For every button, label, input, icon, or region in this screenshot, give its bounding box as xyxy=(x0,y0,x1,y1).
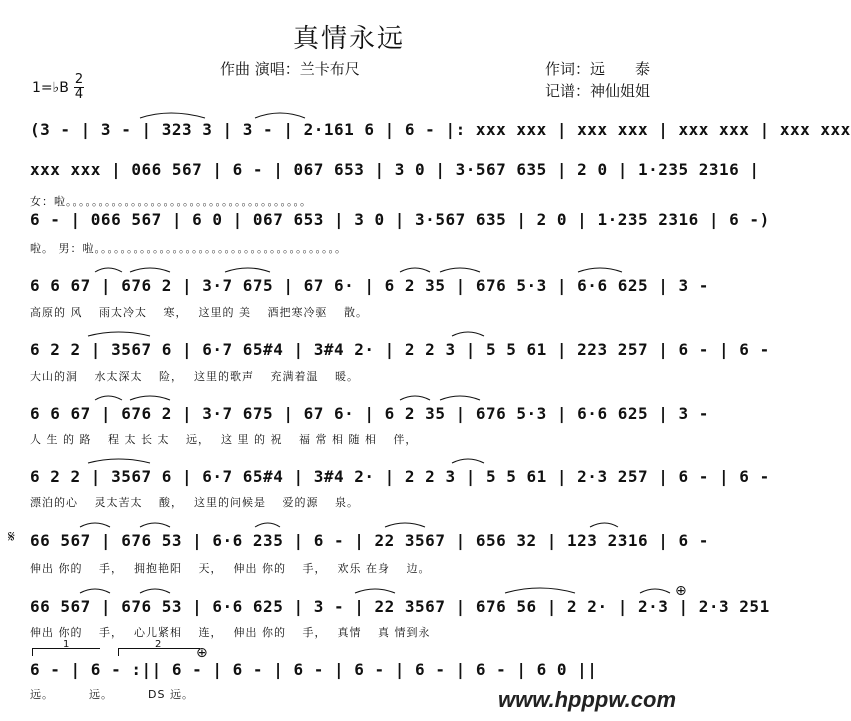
coda-icon-2: ⊕ xyxy=(196,645,208,661)
slur xyxy=(88,459,150,463)
score-line-4: 6 6 67 | 676 2 | 3·7 675 | 67 6· | 6 2 35 | 676 5·3 | 6·6 625 | 3 - xyxy=(30,276,709,295)
coda-icon: ⊕ xyxy=(675,583,687,599)
slur xyxy=(255,523,280,527)
slur xyxy=(505,588,575,593)
slur xyxy=(452,459,484,463)
slur xyxy=(255,113,305,118)
slur xyxy=(95,268,122,272)
composer-singer-credit: 作曲 演唱：兰卡布尺 xyxy=(220,60,360,78)
score-line-9: 66 567 | 676 53 | 6·6 625 | 3 - | 22 3567 | 676 56 | 2 2· | 2·3 | 2·3 251 xyxy=(30,597,770,616)
slur xyxy=(140,523,170,527)
lyric-line-2: 女：啦。。。。。。。。。。。。。。。。。。。。。。。。。。。。。。。。。。。。。 xyxy=(30,195,312,208)
slur xyxy=(355,589,395,593)
slur xyxy=(440,396,480,400)
slur xyxy=(452,332,484,336)
lyric-line-5: 大山的洞 水太深太 险， 这里的歌声 充满着温 暖。 xyxy=(30,370,359,383)
slur xyxy=(80,589,110,593)
slur xyxy=(88,332,150,336)
transcriber-credit: 记谱：神仙姐姐 xyxy=(545,82,651,100)
score-line-10: 6 - | 6 - :|| 6 - | 6 - | 6 - | 6 - | 6 - | 6 - | 6 0 || xyxy=(30,660,598,679)
slur xyxy=(440,268,480,272)
time-signature-bottom: 4 xyxy=(74,87,84,102)
key-signature: 1=♭B xyxy=(32,80,69,96)
lyric-line-6: 人 生 的 路 程 太 长 太 远， 这 里 的 祝 福 常 相 随 相 伴， xyxy=(30,433,418,446)
slur xyxy=(95,396,122,400)
slur xyxy=(140,113,205,118)
song-title: 真情永远 xyxy=(292,24,405,54)
score-line-8: 66 567 | 676 53 | 6·6 235 | 6 - | 22 3567 | 656 32 | 123 2316 | 6 - xyxy=(30,531,709,550)
lyric-line-10: 远。 远。 DS 远。 xyxy=(30,688,194,701)
first-ending-number: 1 xyxy=(63,639,70,650)
slur xyxy=(640,589,670,593)
score-line-5: 6 2 2 | 3567 6 | 6·7 65#4 | 3#4 2· | 2 2 3 | 5 5 61 | 223 257 | 6 - | 6 - xyxy=(30,340,770,359)
lyric-line-3: 啦。 男：啦。。。。。。。。。。。。。。。。。。。。。。。。。。。。。。。。。。。。。。 xyxy=(30,242,347,255)
lyric-line-7: 漂泊的心 灵太苦太 酸， 这里的问候是 爱的源 泉。 xyxy=(30,496,359,509)
score-line-3: 6 - | 066 567 | 6 0 | 067 653 | 3 0 | 3·567 635 | 2 0 | 1·235 2316 | 6 -) xyxy=(30,210,770,229)
segno-icon: 𝄋 xyxy=(8,527,15,546)
slur xyxy=(590,523,618,527)
time-signature-top: 2 xyxy=(74,72,84,87)
slur xyxy=(130,268,170,272)
lyric-line-8: 伸出 你的 手， 拥抱艳阳 天， 伸出 你的 手， 欢乐 在身 边。 xyxy=(30,562,431,575)
slur xyxy=(225,268,270,272)
slur xyxy=(130,396,170,400)
slur xyxy=(400,268,430,272)
second-ending-number: 2 xyxy=(155,639,162,650)
score-line-7: 6 2 2 | 3567 6 | 6·7 65#4 | 3#4 2· | 2 2 3 | 5 5 61 | 2·3 257 | 6 - | 6 - xyxy=(30,467,770,486)
lyric-line-9: 伸出 你的 手， 心儿紧相 连， 伸出 你的 手， 真情 真 情到永 xyxy=(30,626,431,639)
site-watermark: www.hpppw.com xyxy=(497,687,676,712)
score-line-1: (3 - | 3 - | 323 3 | 3 - | 2·161 6 | 6 - |: xxx xxx | xxx xxx | xxx xxx | xxx xxx xyxy=(30,120,851,139)
lyricist-credit: 作词：远 泰 xyxy=(545,60,651,78)
slur xyxy=(400,396,430,400)
slur xyxy=(578,268,622,272)
slur xyxy=(140,589,170,593)
lyric-line-4: 高原的 风 雨太冷太 寒， 这里的 美 酒把寒冷驱 散。 xyxy=(30,306,368,319)
slur xyxy=(80,523,110,527)
slur xyxy=(385,523,425,527)
score-line-6: 6 6 67 | 676 2 | 3·7 675 | 67 6· | 6 2 35 | 676 5·3 | 6·6 625 | 3 - xyxy=(30,404,709,423)
score-line-2: xxx xxx | 066 567 | 6 - | 067 653 | 3 0 | 3·567 635 | 2 0 | 1·235 2316 | xyxy=(30,160,760,179)
